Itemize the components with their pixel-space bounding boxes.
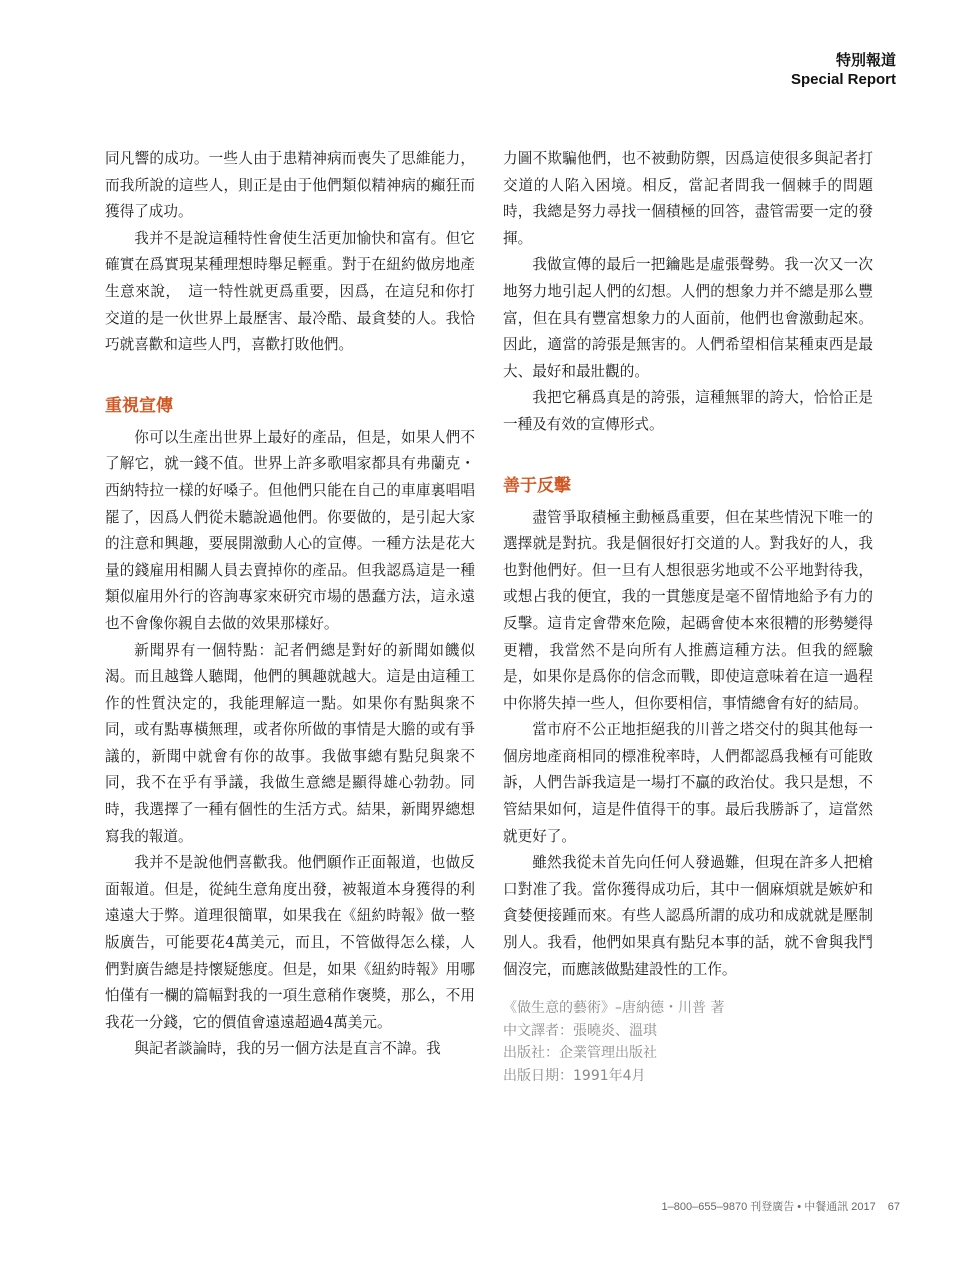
right-column [503, 146, 873, 1087]
paragraph: 盡管爭取積極主動極爲重要，但在某些情況下唯一的選擇就是對抗。我是個很好打交道的人。對我好的人，我也對他們好。但一旦有人想很惡劣地或不公平地對待我，或想占我的便宜，我的一貫態度是毫不留情地給予有力的反擊。這肯定會帶來危險，起碼會使本來很糟的形勢變得更糟，我當然不是向所有人推薦這種方法。但我的經驗是，如果你是爲你的信念而戰，即使這意味着在這一過程中你將失掉一些人，但你要相信，事情總會有好的結局。 [503, 508, 873, 712]
spacer [503, 439, 873, 465]
source-translator: 中文譯者：張曉炎、溫琪 [503, 1022, 657, 1039]
paragraph: 我并不是說這種特性會使生活更加愉快和富有。但它確實在爲實現某種理想時舉足輕重。對于在紐約做房地產生意來說， 這一特性就更爲重要，因爲，在這兒和你打交道的是一伙世界上最歷害、最冷酷、最貪婪的人。我恰巧就喜歡和這些人門，喜歡打敗他們。 [105, 229, 475, 354]
section-title-english: Special Report [790, 71, 896, 88]
paragraph: 我把它稱爲真是的誇張，這種無罪的誇大，恰恰正是一種及有效的宣傳形式。 [503, 389, 873, 433]
section-heading-publicity: 重視宣傳 [105, 395, 173, 416]
spacer [105, 359, 475, 385]
section-title-chinese: 特別報道 [835, 51, 896, 69]
page-footer [662, 1198, 900, 1214]
paragraph: 當市府不公正地拒絕我的川普之塔交付的與其他每一個房地產商相同的標准稅率時，人們都認爲我極有可能敗訴，人們告訴我這是一場打不贏的政治仗。我只是想，不管結果如何，這是件值得干的事。最后我勝訴了，這當然就更好了。 [503, 721, 873, 845]
footer-info: 1–800–655–9870 刊登廣告 • 中餐通訊 2017 [661, 1201, 876, 1213]
paragraph: 新聞界有一個特點：記者們總是對好的新聞如饑似渴。而且越聳人聽聞，他們的興趣就越大。這是由這種工作的性質決定的，我能理解這一點。如果你有點與衆不同，或有點專橫無理，或者你所做的事情是大膽的或有爭議的，新聞中就會有你的故事。我做事總有點兒與衆不同，我不在乎有爭議，我做生意總是顯得雄心勃勃。同時，我選擇了一種有個性的生活方式。結果，新聞界總想寫我的報道。 [105, 641, 475, 845]
paragraph: 你可以生產出世界上最好的產品，但是，如果人們不了解它，就一錢不值。世界上許多歌唱家都具有弗蘭克・西納特拉一樣的好嗓子。但他們只能在自己的車庫裏唱唱罷了，因爲人們從未聽說過他們。你要做的，是引起大家的注意和興趣，要展開激動人心的宣傳。一種方法是花大量的錢雇用相關人員去賣掉你的產品。但我認爲這是一種類似雇用外行的咨詢專家來研究市場的愚蠢方法，這永遠也不會像你親自去做的效果那樣好。 [105, 428, 475, 632]
paragraph: 力圖不欺騙他們，也不被動防禦，因爲這使很多與記者打交道的人陷入困境。相反，當記者問我一個棘手的問題時，我總是努力尋找一個積極的回答，盡管需要一定的發揮。 [503, 150, 873, 247]
page-number: 67 [887, 1201, 900, 1213]
paragraph: 與記者談論時，我的另一個方法是直言不諱。我 [134, 1040, 441, 1058]
paragraph: 我并不是說他們喜歡我。他們願作正面報道，也做反面報道。但是，從純生意角度出發，被報道本身獲得的利遠遠大于弊。道理很簡單，如果我在《紐約時報》做一整版廣告，可能要花4萬美元，而且，不管做得怎么樣，人們對廣告總是持懷疑態度。但是，如果《紐約時報》用哪怕僅有一欄的篇幅對我的一項生意稍作褒獎，那么，不用我花一分錢，它的價值會遠遠超過4萬美元。 [105, 854, 475, 1031]
section-heading-counterattack: 善于反擊 [503, 475, 571, 496]
source-book-title: 《做生意的藝術》–唐納德・川普 著 [503, 1000, 725, 1017]
source-date: 出版日期：1991年4月 [503, 1067, 646, 1084]
paragraph: 我做宣傳的最后一把鑰匙是虛張聲勢。我一次又一次地努力地引起人們的幻想。人們的想象力并不總是那么豐富，但在具有豐富想象力的人面前，他們也會激動起來。因此，適當的誇張是無害的。人們希望相信某種東西是最大、最好和最壯觀的。 [503, 256, 873, 380]
paragraph: 雖然我從未首先向任何人發過難，但現在許多人把槍口對准了我。當你獲得成功后，其中一個麻煩就是嫉妒和貪婪便接踵而來。有些人認爲所謂的成功和成就就是壓制別人。我看，他們如果真有點兒本事的話，就不會與我鬥個沒完，而應該做點建設性的工作。 [503, 854, 873, 978]
book-source [503, 997, 873, 1087]
source-publisher: 出版社：企業管理出版社 [503, 1045, 657, 1062]
section-header [791, 50, 896, 90]
paragraph: 同凡響的成功。一些人由于患精神病而喪失了思維能力，而我所說的這些人，則正是由于他們類似精神病的癲狂而獲得了成功。 [105, 150, 475, 221]
left-column [105, 146, 475, 1063]
